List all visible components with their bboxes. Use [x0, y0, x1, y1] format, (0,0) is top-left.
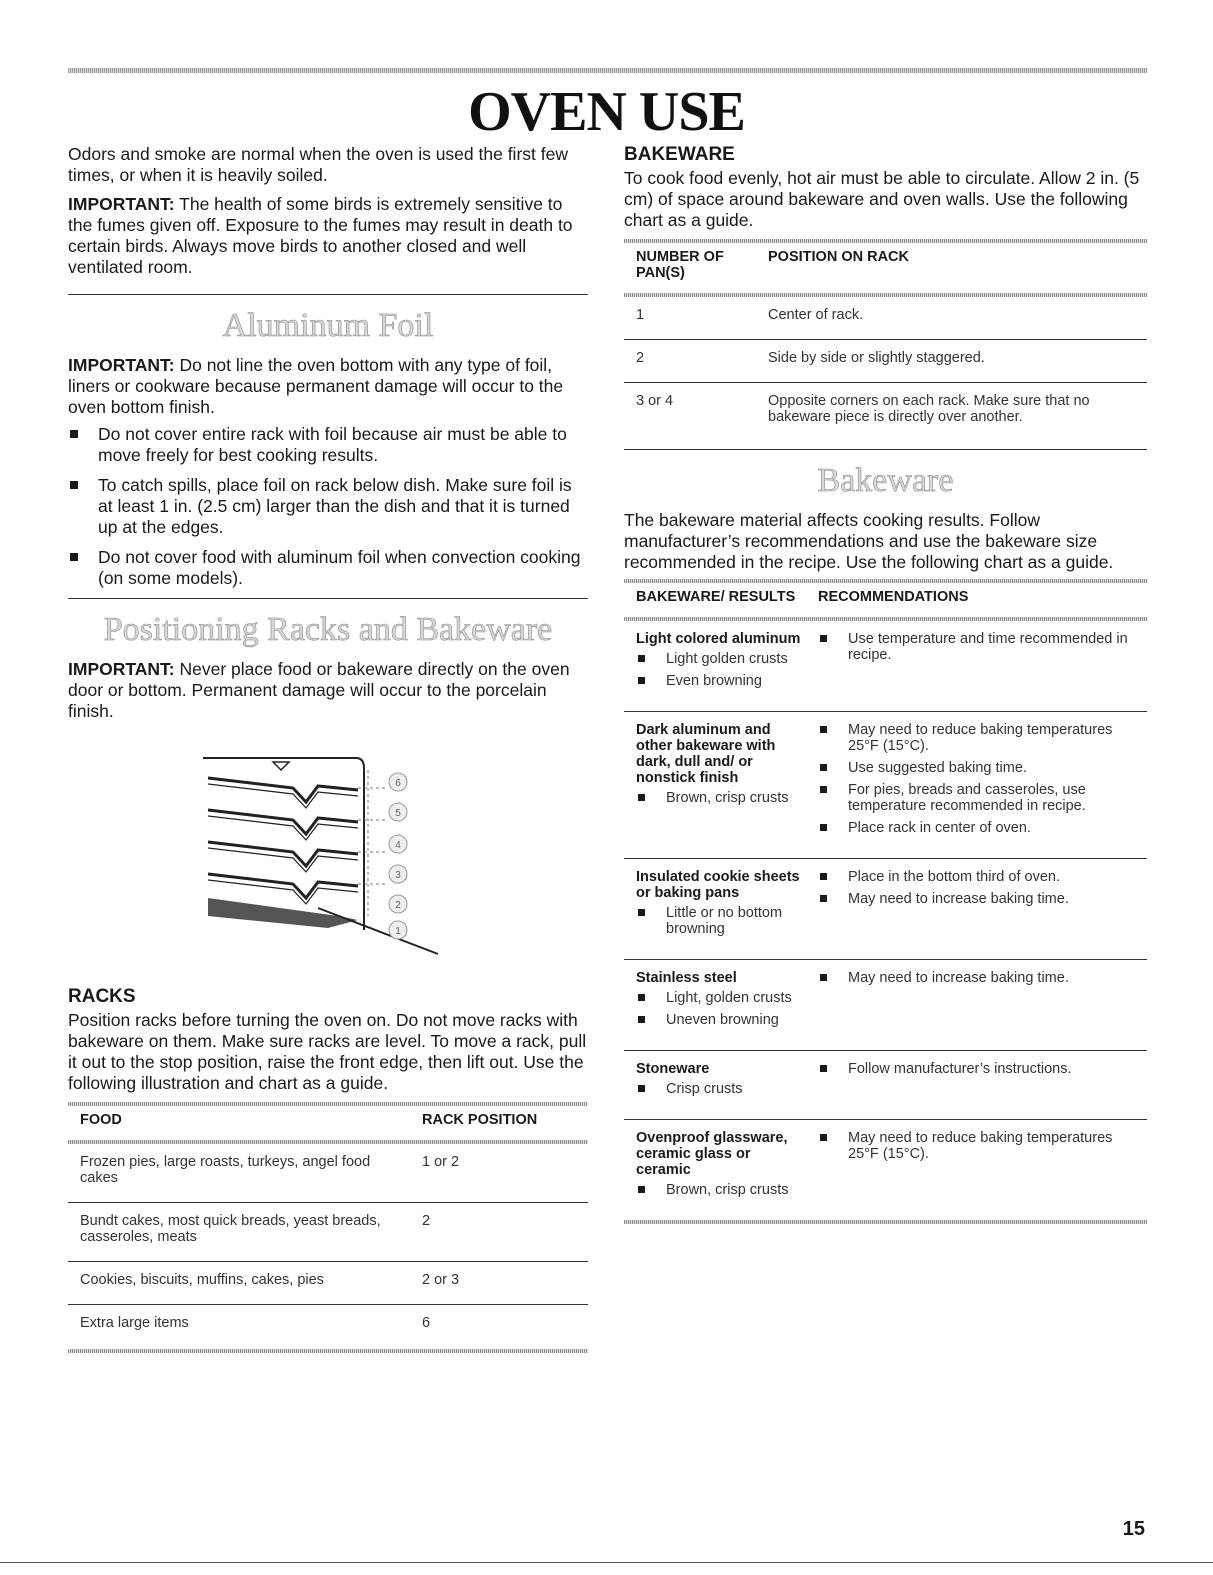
results-list	[636, 990, 806, 1028]
important-label: IMPORTANT:	[68, 659, 175, 679]
list-item: May need to increase baking time.	[818, 970, 1147, 986]
food-cell: Bundt cakes, most quick breads, yeast breads, casseroles, meats	[68, 1203, 410, 1262]
position-cell: Center of rack.	[756, 297, 1147, 340]
square-bullet-icon	[638, 1016, 645, 1023]
table-row	[624, 1120, 1147, 1221]
table-row	[624, 712, 1147, 859]
square-bullet-icon	[820, 1134, 827, 1141]
table-bottom-dither	[68, 1349, 588, 1353]
section-divider	[68, 598, 588, 599]
rack-cell: 1 or 2	[410, 1144, 588, 1203]
rack-label: 4	[395, 840, 401, 851]
material-name: Light colored aluminum	[636, 631, 801, 647]
square-bullet-icon	[820, 824, 827, 831]
square-bullet-icon	[820, 1065, 827, 1072]
pan-count-cell: 2	[624, 340, 756, 383]
food-cell: Extra large items	[80, 1315, 189, 1331]
square-bullet-icon	[638, 794, 645, 801]
rack-position-markers	[358, 770, 388, 916]
rack-number-circles	[389, 773, 407, 939]
positioning-heading: Positioning Racks and Bakeware	[103, 611, 553, 648]
list-item: Place rack in center of oven.	[818, 820, 1147, 836]
column-header: RACK POSITION	[422, 1112, 538, 1128]
recommendation-cell	[806, 712, 1147, 859]
bakeware-material-heading: Bakeware	[817, 462, 954, 499]
important-label: IMPORTANT:	[68, 355, 175, 375]
table-row	[68, 1144, 588, 1203]
rack-stop-icon	[273, 762, 289, 770]
list-item: Light golden crusts	[636, 651, 806, 667]
recommendation-cell	[806, 859, 1147, 960]
position-cell: Opposite corners on each rack. Make sure that no bakeware piece is directly over another.	[768, 393, 1090, 425]
pan-count-cell: 3 or 4	[636, 393, 674, 409]
list-item: Brown, crisp crusts	[636, 790, 806, 806]
foil-important-text: Do not line the oven bottom with any type of foil, liners or cookware because permanent damage will occur to the oven bottom finish.	[68, 355, 564, 417]
page-number: 15	[1122, 1518, 1145, 1540]
table-row	[624, 297, 1147, 340]
right-column	[624, 144, 1147, 1224]
birds-warning	[68, 194, 588, 278]
material-name: Stoneware	[636, 1061, 710, 1077]
list-item: Light, golden crusts	[636, 990, 806, 1006]
list-item: May need to increase baking time.	[818, 891, 1147, 907]
square-bullet-icon	[638, 994, 645, 1001]
list-item: Do not cover food with aluminum foil when convection cooking (on some models).	[68, 547, 588, 589]
recommendations-list	[818, 722, 1147, 836]
results-list	[636, 651, 806, 689]
square-bullet-icon	[820, 895, 827, 902]
list-item: To catch spills, place foil on rack below dish. Make sure foil is at least 1 in. (2.5 cm) larger than the dish and that it is turned up at the edges.	[68, 475, 588, 538]
important-label: IMPORTANT:	[68, 194, 175, 214]
table-row	[624, 340, 1147, 383]
table-row	[624, 621, 1147, 712]
table-row	[624, 383, 1147, 442]
table-header-row	[624, 243, 1147, 293]
table-row	[624, 859, 1147, 960]
material-cell	[624, 1120, 806, 1221]
square-bullet-icon	[820, 786, 827, 793]
intro-paragraph: Odors and smoke are normal when the oven is used the first few times, or when it is heavily soiled.	[68, 144, 568, 185]
column-header: FOOD	[80, 1112, 122, 1128]
square-bullet-icon	[638, 1186, 645, 1193]
column-header: BAKEWARE/ RESULTS	[636, 589, 796, 605]
oven-rack-diagram	[68, 740, 588, 980]
square-bullet-icon	[638, 655, 645, 662]
pan-count-cell: 1	[624, 297, 756, 340]
table-row	[624, 960, 1147, 1051]
material-cell	[624, 859, 806, 960]
list-item: Even browning	[636, 673, 806, 689]
food-cell: Frozen pies, large roasts, turkeys, angel food cakes	[68, 1144, 410, 1203]
positioning-important-text: Never place food or bakeware directly on the oven door or bottom. Permanent damage will occur to the porcelain finish.	[68, 659, 570, 721]
top-dither-bar	[68, 68, 1147, 73]
racks-paragraph: Position racks before turning the oven on. Do not move racks with bakeware on them. Make sure racks are level. To move a rack, pull it out to the stop position, raise the front edge, then lift out. Use the following illustration and chart as a guide.	[68, 1010, 587, 1093]
results-list	[636, 790, 806, 806]
square-bullet-icon	[820, 635, 827, 642]
list-item: Do not cover entire rack with foil because air must be able to move freely for best cooking results.	[68, 424, 588, 466]
square-bullet-icon	[820, 726, 827, 733]
material-cell	[624, 621, 806, 712]
material-name: Ovenproof glassware, ceramic glass or ceramic	[636, 1130, 788, 1178]
square-bullet-icon	[70, 430, 78, 438]
bakeware-material-table	[624, 583, 1147, 1220]
position-cell: Side by side or slightly staggered.	[756, 340, 1147, 383]
rack-position-table	[68, 1106, 588, 1347]
racks-heading: RACKS	[68, 986, 136, 1007]
square-bullet-icon	[70, 481, 78, 489]
square-bullet-icon	[638, 1085, 645, 1092]
table-row	[624, 1051, 1147, 1120]
table-row	[68, 1203, 588, 1262]
aluminum-foil-heading: Aluminum Foil	[222, 307, 434, 344]
page-title: OVEN USE	[468, 81, 745, 143]
table-row	[68, 1262, 588, 1305]
list-item: Follow manufacturer’s instructions.	[818, 1061, 1147, 1077]
recommendations-list	[818, 869, 1147, 907]
table-header-row	[68, 1106, 588, 1140]
bottom-rule	[0, 1562, 1213, 1563]
column-header: POSITION ON RACK	[768, 249, 909, 265]
rack-cell: 6	[422, 1315, 431, 1331]
square-bullet-icon	[820, 764, 827, 771]
rack-label: 6	[395, 778, 401, 789]
rack-positions-illustration	[68, 740, 588, 980]
rack-label: 1	[395, 926, 401, 937]
recommendations-list	[818, 1061, 1147, 1077]
list-item: Use suggested baking time.	[818, 760, 1147, 776]
material-name: Stainless steel	[636, 970, 737, 986]
table-header-row	[624, 583, 1147, 617]
bakeware-paragraph: To cook food evenly, hot air must be able to circulate. Allow 2 in. (5 cm) of space around bakeware and oven walls. Use the following chart as a guide.	[624, 168, 1140, 230]
square-bullet-icon	[70, 553, 78, 561]
rack-cell: 2	[410, 1203, 588, 1262]
positioning-important	[68, 659, 588, 722]
list-item: May need to reduce baking temperatures 25°F (15°C).	[818, 1130, 1147, 1162]
recommendations-list	[818, 631, 1147, 663]
recommendation-cell	[806, 1120, 1147, 1221]
square-bullet-icon	[820, 873, 827, 880]
square-bullet-icon	[638, 909, 645, 916]
foil-important	[68, 355, 588, 418]
recommendation-cell	[806, 1051, 1147, 1120]
left-column	[68, 144, 588, 1353]
results-list	[636, 1182, 806, 1198]
list-item: May need to reduce baking temperatures 25°F (15°C).	[818, 722, 1147, 754]
section-divider	[624, 449, 1147, 450]
pan-position-table	[624, 243, 1147, 441]
recommendations-list	[818, 1130, 1147, 1162]
foil-bullet-list	[68, 424, 588, 589]
material-cell	[624, 960, 806, 1051]
column-header: NUMBER OF PAN(S)	[636, 249, 724, 281]
list-item: Brown, crisp crusts	[636, 1182, 806, 1198]
table-row	[68, 1305, 588, 1348]
results-list	[636, 1081, 806, 1097]
food-cell: Cookies, biscuits, muffins, cakes, pies	[68, 1262, 410, 1305]
bakeware-material-paragraph: The bakeware material affects cooking results. Follow manufacturer’s recommendations and use the bakeware size recommended in the recipe. Use the following chart as a guide.	[624, 510, 1114, 572]
square-bullet-icon	[820, 974, 827, 981]
recommendation-cell	[806, 621, 1147, 712]
material-cell	[624, 1051, 806, 1120]
results-list	[636, 905, 806, 937]
list-item: Place in the bottom third of oven.	[818, 869, 1147, 885]
column-header: RECOMMENDATIONS	[818, 589, 969, 605]
rack-lines	[208, 778, 358, 904]
recommendation-cell	[806, 960, 1147, 1051]
rack-label: 2	[395, 900, 401, 911]
material-name: Dark aluminum and other bakeware with dark, dull and/ or nonstick finish	[636, 722, 776, 786]
list-item: Uneven browning	[636, 1012, 806, 1028]
bakeware-heading: BAKEWARE	[624, 144, 735, 165]
rack-label: 5	[395, 808, 401, 819]
material-name: Insulated cookie sheets or baking pans	[636, 869, 800, 901]
list-item: Little or no bottom browning	[636, 905, 806, 937]
table-bottom-dither	[624, 1220, 1147, 1224]
door-line	[318, 908, 438, 954]
oven-floor-shading	[208, 898, 358, 928]
list-item: Crisp crusts	[636, 1081, 806, 1097]
rack-cell: 2 or 3	[410, 1262, 588, 1305]
list-item: Use temperature and time recommended in recipe.	[818, 631, 1147, 663]
recommendations-list	[818, 970, 1147, 986]
square-bullet-icon	[638, 677, 645, 684]
rack-label: 3	[395, 870, 401, 881]
birds-warning-text: The health of some birds is extremely sensitive to the fumes given off. Exposure to the fumes may result in death to certain birds. Always move birds to another closed and well ventilated room.	[68, 194, 573, 277]
list-item: For pies, breads and casseroles, use temperature recommended in recipe.	[818, 782, 1147, 814]
section-divider	[68, 294, 588, 295]
material-cell	[624, 712, 806, 859]
